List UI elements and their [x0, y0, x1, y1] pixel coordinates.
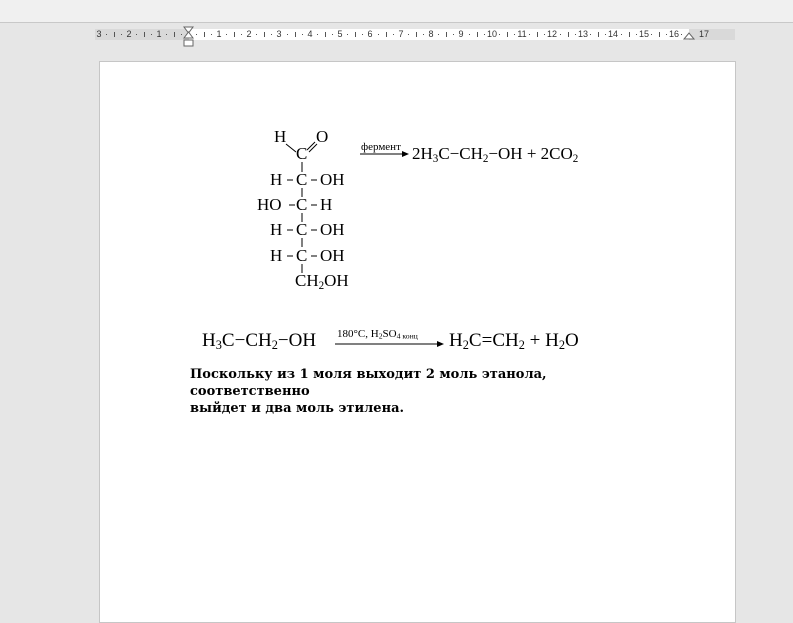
glucose-ch2oh: $CH_2OH$ [295, 271, 349, 292]
dehydration-arrow [100, 62, 735, 622]
glucose-c1: C [296, 144, 308, 163]
ruler-label: 17 [698, 29, 710, 39]
glucose-row4-c: C [296, 246, 308, 265]
ruler-label: 11 [517, 29, 527, 39]
ruler-label: 1 [216, 29, 222, 39]
ruler-label: 2 [246, 29, 252, 39]
glucose-row2-right: H [320, 195, 333, 214]
ruler-label: 7 [398, 29, 404, 39]
ruler-label: 5 [337, 29, 343, 39]
ruler-label: 9 [458, 29, 464, 39]
ruler-label: 15 [638, 29, 650, 39]
dehydration-products: $H_2C=CH_2 + H_2O$ [449, 330, 579, 353]
ruler-label: 1 [156, 29, 162, 39]
right-indent-marker[interactable] [684, 33, 694, 39]
glucose-row2-c: C [296, 195, 308, 214]
glucose-row3-c: C [296, 220, 308, 239]
ruler-label: 6 [367, 29, 373, 39]
ruler-label: 14 [607, 29, 619, 39]
dehydration-reactant: $H_3C-CH_2-OH$ [202, 330, 317, 353]
ruler-label: 4 [307, 29, 313, 39]
paragraph-line-1: Поскольку из 1 моля выходит 2 моль этанола, соответственно [190, 367, 547, 399]
indent-markers[interactable] [0, 0, 793, 60]
ruler-label: 3 [96, 29, 102, 39]
fermentation-products: $2H_3C-CH_2-OH + 2CO_2$ [412, 144, 579, 165]
ruler-label: 13 [577, 29, 589, 39]
glucose-row1-left: H [270, 170, 283, 189]
ruler-label: 3 [276, 29, 282, 39]
explanation-paragraph[interactable] [190, 366, 650, 417]
glucose-row3-right: OH [320, 220, 345, 239]
fermentation-catalyst-label: фермент [361, 141, 401, 153]
ruler-label: 2 [126, 29, 132, 39]
ruler-label: 8 [428, 29, 434, 39]
dehydration-conditions: 180°C, $H_2SO_{4 конц}$ [337, 328, 418, 341]
glucose-row4-left: H [270, 246, 283, 265]
ruler-label: 10 [486, 29, 498, 39]
glucose-row1-c: C [296, 170, 308, 189]
document-page[interactable] [99, 61, 736, 623]
glucose-row1-right: OH [320, 170, 345, 189]
glucose-row2-left: HO [257, 195, 282, 214]
glucose-aldehyde-o: O [316, 127, 329, 146]
ruler-label: 12 [546, 29, 558, 39]
hanging-indent-marker[interactable] [184, 32, 193, 46]
glucose-row4-right: OH [320, 246, 345, 265]
paragraph-line-2: выйдет и два моль этилена. [190, 401, 405, 416]
glucose-aldehyde-h: H [274, 127, 287, 146]
glucose-row3-left: H [270, 220, 283, 239]
ruler-label: 16 [668, 29, 680, 39]
